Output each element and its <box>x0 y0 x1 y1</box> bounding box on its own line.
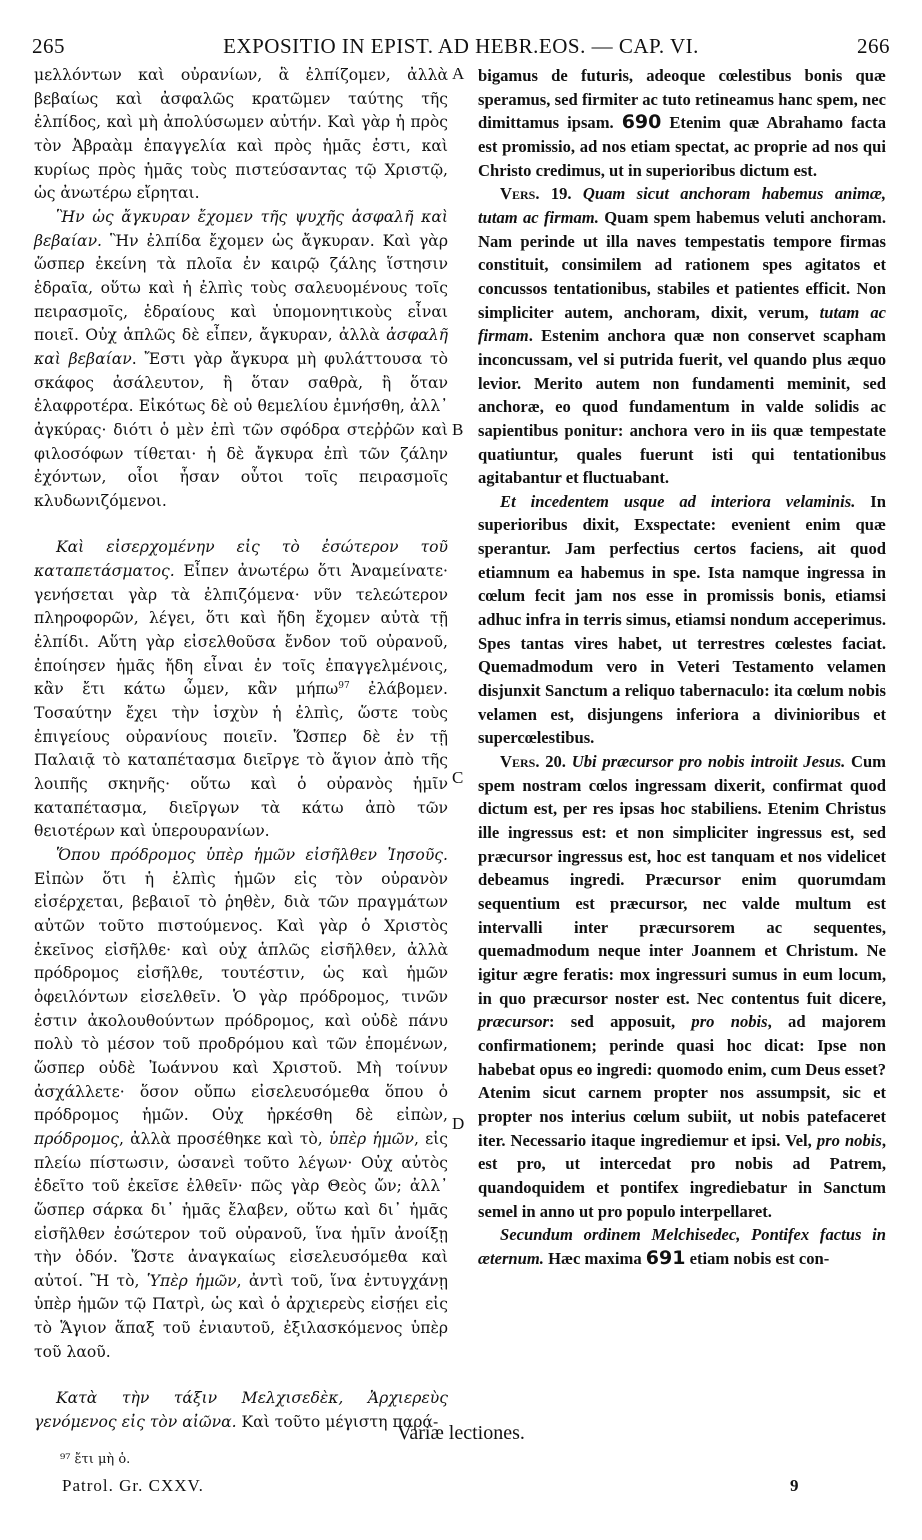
greek-lemma-melchisedec: Κατὰ τὴν τάξιν Μελχισεδὲκ, Ἀρχιερεὺς γενόμενος εἰς τὸν αἰῶνα. <box>34 1389 448 1432</box>
greek-paragraph-5: Κατὰ τὴν τάξιν Μελχισεδὲκ, Ἀρχιερεὺς γενόμενος εἰς τὸν αἰῶνα. Καὶ τοῦτο μέγιστη παρά- <box>34 1389 448 1432</box>
page-number-right: 266 <box>857 34 890 58</box>
latin-paragraph-2: Vers. 19. Quam sicut anchoram habemus animæ, tutam ac firmam. Quam spem habemus veluti anchoram. Nam perinde ut illa naves tempestatis tempore firmas constituit, consimilem ad rationem spes agitatos et concussos tentationibus, stabiles et patientes efficit. Non simpliciter autem, anchoram, dixit, verum, tutam ac firmam. Estenim anchora quæ non conservet scapham inconcussam, vel si putrida fuerit, vel quando plus æquo levior. Merito autem non fundamenti meminit, sed anchoræ, eo quod fundamentum in valde solidis ac sapientibus ponitur: anchora vero in iis quæ tempestate quatiuntur, quales fuerunt isti qui tentationibus agitabantur et fluctuabant. <box>478 184 887 488</box>
greek-lemma-anchor: Ἣν ὡς ἄγκυραν ἔχομεν τῆς ψυχῆς ἀσφαλῆ καὶ βεβαίαν. <box>34 207 448 250</box>
latin-paragraph-5: Secundum ordinem Melchisedec, Pontifex factus in æternum. Hæc maxima 691 etiam nobis est con- <box>478 1225 886 1269</box>
margin-letter-c: C <box>452 768 464 787</box>
verse-label-19: Vers. 19. <box>500 184 572 204</box>
variant-footnote: ⁹⁷ ἔτι μὴ ὁ. <box>60 1452 131 1467</box>
latin-lemma-forerunner: Ubi præcursor pro nobis introiit Jesus. <box>565 752 846 772</box>
variae-lectiones-heading: Variæ lectiones. <box>397 1422 525 1444</box>
latin-lemma-melchisedec: Secundum ordinem Melchisedec, Pontifex factus in æternum. <box>478 1225 886 1268</box>
greek-paragraph-3: Καὶ εἰσερχομένην εἰς τὸ ἐσώτερον τοῦ καταπετάσματος. Εἶπεν ἀνωτέρω ὅτι Ἀναμείνατε· γενήσεται γὰρ τὰ ἐλπιζόμενα· νῦν τελεώτερον πληροφορῶν, λέγει, ὅτι καὶ ἤδη ἔχομεν αὐτὰ τῇ ἐλπίδι. Αὕτη γὰρ εἰσελθοῦσα ἔνδον τοῦ οὐρανοῦ, ἐποίησεν ἡμᾶς ἤδη εἶναι ἐν τοῖς ἐπαγγελμένοις, κἂν ἔτι κάτω ὦμεν, κἂν μήπω$^{97}$ ἐλάβομεν. Τοσαύτην ἔχει τὴν ἰσχὺν ἡ ἐλπὶς, ὥστε τοὺς ἐπιγείους οὐρανίους ποιεῖν. Ὥσπερ δὲ ἐν τῇ Παλαιᾷ τὸ καταπέτασμα διεῖργε τὸ ἅγιον ἀπὸ τῆς λοιπῆς σκηνῆς· οὕτω καὶ ὁ οὐρανὸς ἡμῖν καταπέτασμα, διεῖργων τὰ κάτω ἀπὸ τῶν θειοτέρων καὶ ὑπερουρανίων. <box>34 538 448 841</box>
margin-letter-b: B <box>452 420 464 439</box>
latin-lemma-anchor: Quam sicut anchoram habemus animæ, tutam ac firmam. <box>478 184 886 227</box>
page-number-left: 265 <box>32 34 65 58</box>
gathering-number: 9 <box>790 1476 799 1495</box>
verse-label-20: Vers. 20. <box>500 752 566 772</box>
greek-lemma-veil: Καὶ εἰσερχομένην εἰς τὸ ἐσώτερον τοῦ καταπετάσματος. <box>34 538 448 581</box>
greek-column <box>34 64 448 1435</box>
running-title: EXPOSITIO IN EPIST. AD HEBR.EOS. — CAP. VI. <box>223 34 699 58</box>
column-number-690: 690 <box>621 111 662 134</box>
column-number-691: 691 <box>645 1246 686 1269</box>
series-signature: Patrol. Gr. CXXV. <box>62 1476 204 1495</box>
latin-paragraph-3: Et incedentem usque ad interiora velaminis. In superioribus dixit, Exspectate: evenient enim quæ sperantur. Jam perfectius certos faciens, ait quod etiamnum ea habemus in spe. Ista namque ingressa in cœlum fecit jam nos esse in promissis bonis, etiamsi adhuc infra in terris simus, etiamsi nondum acceperimus. Spes tantas vires habet, ut terrestres cœlestes faciat. Quemadmodum vero in Veteri Testamento velamen disjunxit Sanctum a reliquo tabernaculo: ita cœlum nobis velamen est, disjungens inferiora a divinioribus et supercœlestibus. <box>478 491 886 748</box>
greek-paragraph-2: Ἣν ὡς ἄγκυραν ἔχομεν τῆς ψυχῆς ἀσφαλῆ καὶ βεβαίαν. Ἣν ἐλπίδα ἔχομεν ὡς ἄγκυραν. Καὶ γὰρ ὥσπερ ἐκείνη τὰ πλοῖα ἐν καιρῷ ζάλης ἵστησιν ἑδραῖα, οὕτω καὶ ἡ ἐλπὶς τοὺς σαλευομένους τοῖς πειρασμοῖς, ἑδραίους καὶ ὑπομονητικοὺς εἶναι ποιεῖ. Οὐχ ἁπλῶς δὲ εἶπεν, ἄγκυραν, ἀλλὰ ἀσφαλῆ καὶ βεβαίαν. Ἔστι γὰρ ἄγκυρα μὴ φυλάττουσα τὸ σκάφος ἀσάλευτον, ἢ ὅταν σαθρὰ, ἢ ὅταν ἐλαφροτέρα. Εἰκότως δὲ οὐ θεμελίου ἐμνήσθη, ἀλλ᾽ ἀγκύρας· διότι ὁ μὲν ἐπὶ τῶν σφόδρα στεῤῥῶν καὶ φιλοσόφων τίθεται· ἡ δὲ ἄγκυρα ἐπὶ τῶν ζάλην ἐχόντων, οἷοι ἦσαν οὗτοι τοῖς πειρασμοῖς κλυδωνιζόμενοι. <box>34 207 448 510</box>
latin-lemma-veil: Et incedentem usque ad interiora velaminis. <box>500 491 856 511</box>
greek-emphasis: ἀσφαλῆ καὶ βεβαίαν <box>34 326 448 368</box>
variant-reference-97: 97 <box>338 681 350 692</box>
latin-paragraph-4: Vers. 20. Ubi præcursor pro nobis introiit Jesus. Cum spem nostram cœlos ingressam dixerit, confirmat quod dictum est, per res ipsas hoc stabiliens. Etenim Christus ille ingressus est: et non simpliciter ingressus est, sed præcursor ingressus est, hoc est tanquam et nos videlicet debeamus ingredi. Præcursor enim quorumdam sequentium est præcursor, nec valde multum est intervalli inter præcursorem ac sequentes, quemadmodum neque inter Joannem et Christum. Ne igitur ægre feratis: mox ingressuri sumus in eum locum, in quo præcursor noster est. Nec contentus fuit dicere, præcursor: sed apposuit, pro nobis, ad majorem confirmationem; perinde quasi hoc dicat: Ipse non habebat opus eo ingredi: quomodo enim, cum Deus esset? Atenim sicut carnem propter nos assumpsit, sic et propter nos interius cœlum subiit, ut nobis patefaceret iter. Necessario itaque ingrediemur et ipsi. Vel, pro nobis, est pro, ut intercedat pro nobis ad Patrem, quandoquidem et pontifex ingrediebatur in Sanctum semel in anno ut pro populo interpellaret. <box>478 752 887 1221</box>
latin-paragraph-1: bigamus de futuris, adeoque cœlestibus bonis quæ speramus, sed firmiter ac tuto retineamus hanc spem, nec dimittamus ipsam. 690 Etenim quæ Abrahamo facta est promissio, ad nos etiam spectat, ac proprie ad nos qui Christo credimus, ut in superioribus dictum est. <box>478 66 886 180</box>
greek-lemma-forerunner: Ὅπου πρόδρομος ὑπὲρ ἡμῶν εἰσῆλθεν Ἰησοῦς. <box>56 846 448 864</box>
latin-column <box>478 64 886 1270</box>
greek-paragraph-1: μελλόντων καὶ οὐρανίων, ἃ ἐλπίζομεν, ἀλλὰ βεβαίως καὶ ἀσφαλῶς κρατῶμεν ταύτης τῆς ἐλπίδος, καὶ μὴ ἀπολύσωμεν αὐτήν. Καὶ γὰρ ἡ πρὸς τὸν Ἀβραὰμ ἐπαγγελία καὶ πρὸς ἡμᾶς ἐστι, καὶ κυρίως πρὸς ἡμᾶς τοὺς πιστεύσαντας τῷ Χριστῷ, ὡς ἀνωτέρω εἴρηται. <box>34 66 448 203</box>
greek-paragraph-4: Ὅπου πρόδρομος ὑπὲρ ἡμῶν εἰσῆλθεν Ἰησοῦς. Εἰπὼν ὅτι ἡ ἐλπὶς ἡμῶν εἰς τὸν οὐρανὸν εἰσέρχεται, βεβαιοῖ τὸ ῥηθὲν, διὰ τῶν πραγμάτων αὐτῶν τοῦτο πιστούμενος. Καὶ γὰρ ὁ Χριστὸς ἐκεῖνος εἰσῆλθε· καὶ οὐχ ἁπλῶς εἰσῆλθεν, ἀλλὰ πρόδρομος εἰσῆλθε, τουτέστιν, ὡς καὶ ἡμῶν ὀφειλόντων εἰσελθεῖν. Ὁ γὰρ πρόδρομος, τινῶν ἐστιν ἀκολουθούντων πρόδρομος, καὶ οὐδὲ πάνυ πολὺ τὸ μέσον τοῦ προδρόμου καὶ τῶν ἑπομένων, ὥσπερ οὐδὲ Ἰωάννου καὶ Χριστοῦ. Μὴ τοίνυν ἀσχάλλετε· ὅσον οὔπω εἰσελευσόμεθα ὅπου ὁ πρόδρομος ἡμῶν. Οὐχ ἠρκέσθη δὲ εἰπὼν, πρόδρομος, ἀλλὰ προσέθηκε καὶ τὸ, ὑπὲρ ἡμῶν, εἰς πλείω πίστωσιν, ὡσανεὶ τοῦτο λέγων· Οὐχ αὐτὸς ἐδεῖτο τοῦ ἐκεῖσε ἐλθεῖν· πῶς γὰρ Θεὸς ὤν; ἀλλ᾽ ὥσπερ σάρκα δι᾽ ἡμᾶς ἔλαβεν, οὕτω καὶ δι᾽ ἡμᾶς εἰσῆλθεν ἐσώτερον τοῦ οὐρανοῦ, ἵνα ἡμῖν ἀνοίξῃ τὴν ὁδόν. Ὥστε ἀναγκαίως εἰσελευσόμεθα καὶ αὐτοί. Ἢ τὸ, Ὑπὲρ ἡμῶν, ἀντὶ τοῦ, ἵνα ἐντυγχάνῃ ὑπὲρ ἡμῶν τῷ Πατρὶ, ὡς καὶ ὁ ἀρχιερεὺς εἰσῄει εἰς τὸ Ἅγιον ἅπαξ τοῦ ἐνιαυτοῦ, ἐξιλασκόμενος ὑπὲρ τοῦ λαοῦ. <box>34 846 448 1361</box>
running-header <box>28 26 894 62</box>
margin-letter-a: A <box>452 64 465 83</box>
margin-letter-d: D <box>452 1114 465 1133</box>
